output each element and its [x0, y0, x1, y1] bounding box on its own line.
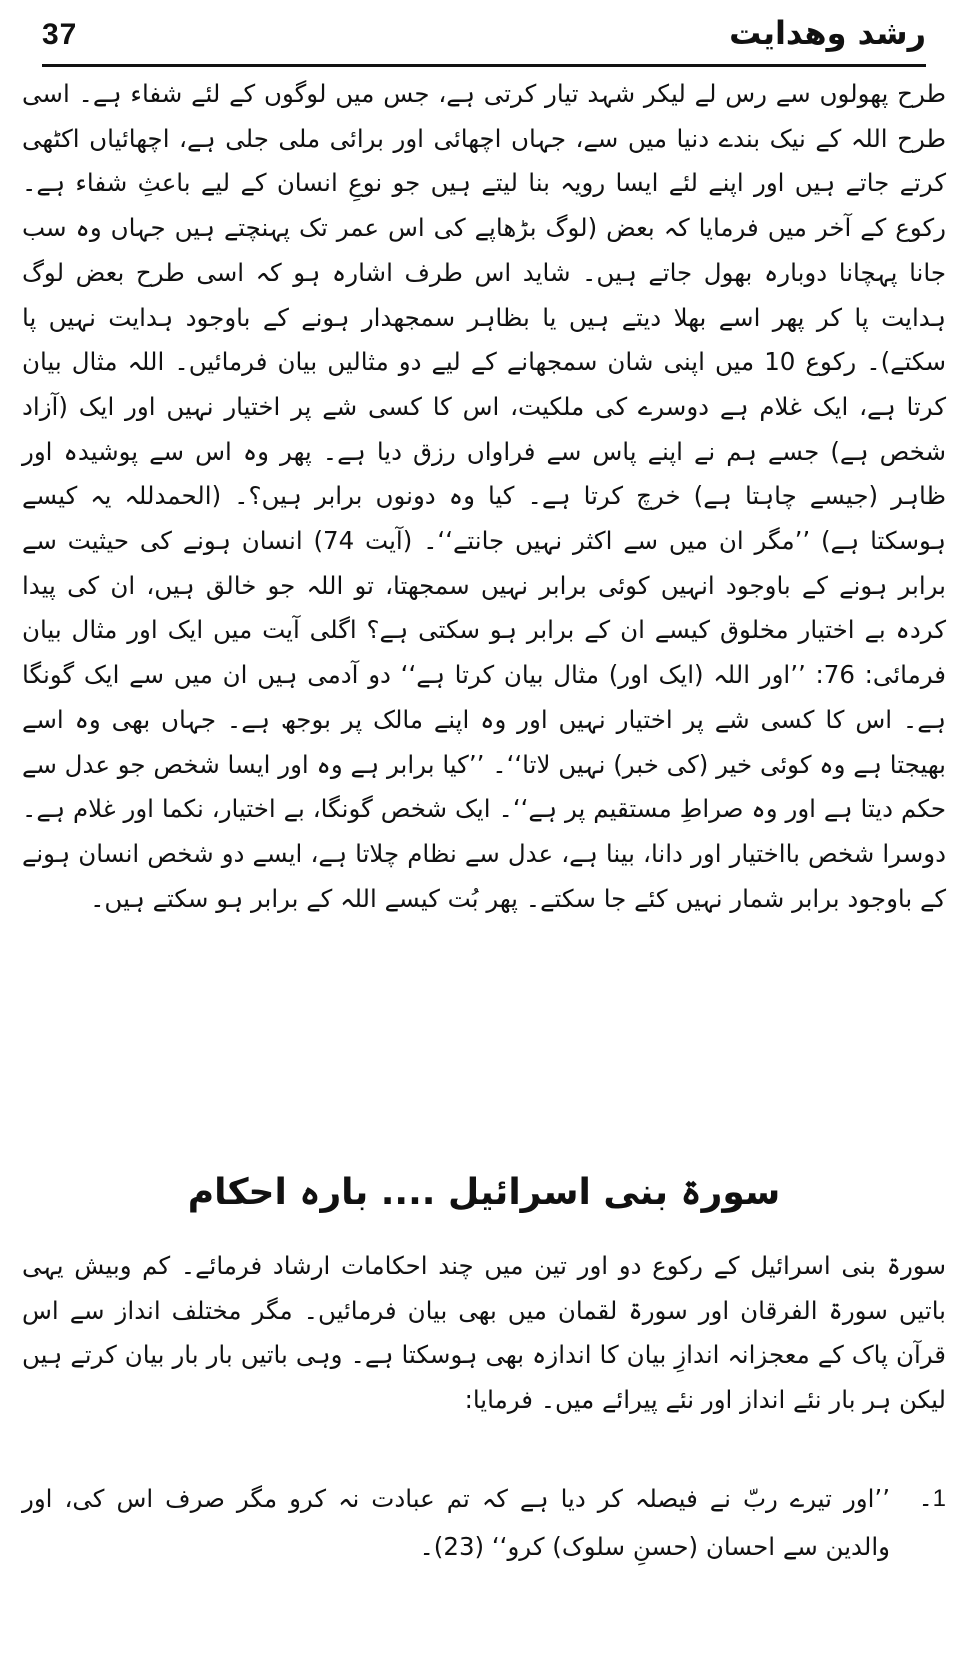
header-rule: [42, 64, 926, 67]
section-heading: سورۃ بنی اسرائیل .... بارہ احکام: [187, 1172, 781, 1213]
page-number: 37: [42, 18, 78, 51]
page-header: [26, 14, 942, 60]
numbered-list: [22, 1475, 946, 1571]
list-item: [22, 1475, 946, 1571]
running-title: رشد وھدایت: [729, 14, 926, 52]
list-item-marker: 1۔: [918, 1485, 946, 1512]
body-text-block-1: [22, 72, 946, 921]
list-item-text: ’’اور تیرے ربّ نے فیصلہ کر دیا ہے کہ تم عبادت نہ کرو مگر صرف اس کی، اور والدین سے احسان (حسنِ سلوک) کرو‘‘ (23)۔: [22, 1484, 890, 1561]
paragraph-1: طرح پھولوں سے رس لے لیکر شہد تیار کرتی ہے، جس میں لوگوں کے لئے شفاء ہے۔ اسی طرح اللہ کے نیک بندے دنیا میں سے، جہاں اچھائی اور برائی ملی جلی ہے، اچھائیاں اکٹھی کرتے جاتے ہیں اور اپنے لئے ایسا رویہ بنا لیتے ہیں جو نوعِ انسان کے لیے باعثِ شفاء ہے۔ رکوع کے آخر میں فرمایا کہ بعض (لوگ بڑھاپے کی اس عمر تک پہنچتے ہیں جہاں وہ سب جانا پہچانا دوبارہ بھول جاتے ہیں۔ شاید اس طرف اشارہ ہو کہ اسی طرح بعض لوگ ہدایت پا کر پھر اسے بھلا دیتے ہیں یا بظاہر سمجھدار ہونے کے باوجود ہدایت نہیں پا سکتے)۔ رکوع 10 میں اپنی شان سمجھانے کے لیے دو مثالیں بیان فرمائیں۔ اللہ مثال بیان کرتا ہے، ایک غلام ہے دوسرے کی ملکیت، اس کا کسی شے پر اختیار نہیں اور ایک (آزاد شخص ہے) جسے ہم نے اپنے پاس سے فراواں رزق دیا ہے۔ پھر وہ اس سے پوشیدہ اور ظاہر (جیسے چاہتا ہے) خرچ کرتا ہے۔ کیا وہ دونوں برابر ہیں؟۔ (الحمدللہ یہ کیسے ہوسکتا ہے) ’’مگر ان میں سے اکثر نہیں جانتے‘‘۔ (آیت 74) انسان ہونے کی حیثیت سے برابر ہونے کے باوجود انہیں کوئی برابر نہیں سمجھتا، تو اللہ جو خالق ہیں، ان کی پیدا کردہ بے اختیار مخلوق کیسے ان کے برابر ہو سکتی ہے؟ اگلی آیت میں ایک اور مثال بیان فرمائی: 76: ’’اور اللہ (ایک اور) مثال بیان کرتا ہے‘‘ دو آدمی ہیں ان میں سے ایک گونگا ہے۔ اس کا کسی شے پر اختیار نہیں اور وہ اپنے مالک پر بوجھ ہے۔ جہاں بھی وہ اسے بھیجتا ہے وہ کوئی خیر (کی خبر) نہیں لاتا‘‘۔ ’’کیا برابر ہے وہ اور ایسا شخص جو عدل سے حکم دیتا ہے اور وہ صراطِ مستقیم پر ہے‘‘۔ ایک شخص گونگا، بے اختیار، نکما اور غلام ہے۔ دوسرا شخص بااختیار اور دانا، بینا ہے، عدل سے نظام چلاتا ہے، ایسے دو شخص انسان ہونے کے باوجود برابر شمار نہیں کئے جا سکتے۔ پھر بُت کیسے اللہ کے برابر ہو سکتے ہیں۔: [22, 79, 946, 913]
paragraph-2: سورۃ بنی اسرائیل کے رکوع دو اور تین میں چند احکامات ارشاد فرمائے۔ کم وبیش یہی باتیں سورۃ الفرقان اور سورۃ لقمان میں بھی بیان فرمائیں۔ مگر مختلف انداز سے اس قرآن پاک کے معجزانہ اندازِ بیان کا اندازہ بھی ہوسکتا ہے۔ وہی باتیں بار بار بیان کرتے ہیں لیکن ہر بار نئے انداز اور نئے پیرائے میں۔ فرمایا:: [22, 1251, 946, 1415]
body-text-block-2: [22, 1244, 946, 1423]
